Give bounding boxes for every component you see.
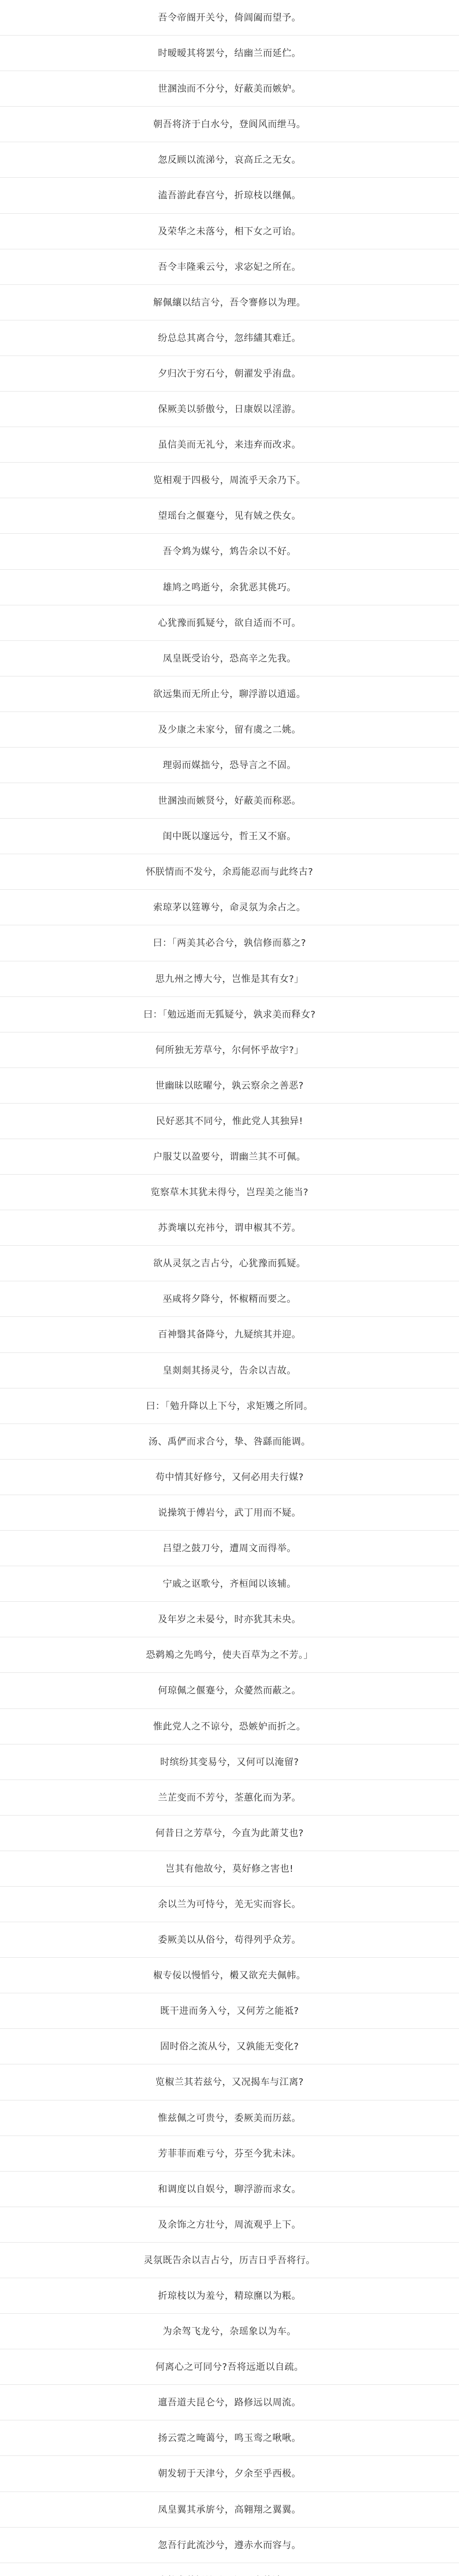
poem-line: 户服艾以盈要兮，谓幽兰其不可佩。	[0, 1139, 459, 1175]
poem-line: 保厥美以骄傲兮，日康娱以淫游。	[0, 392, 459, 427]
poem-line: 和调度以自娱兮，聊浮游而求女。	[0, 2172, 459, 2207]
poem-line: 览察草木其犹未得兮，岂珵美之能当?	[0, 1175, 459, 1210]
poem-line: 虽信美而无礼兮，来违弃而改求。	[0, 427, 459, 463]
poem-line: 朝发轫于天津兮，夕余至乎西极。	[0, 2456, 459, 2492]
poem-line: 凤皇既受诒兮，恐高辛之先我。	[0, 641, 459, 676]
poem-line: 宁戚之讴歌兮，齐桓闻以该辅。	[0, 1566, 459, 1602]
poem-line: 世幽昧以昡曜兮，孰云察余之善恶?	[0, 1068, 459, 1104]
poem-line: 固时俗之流从兮，又孰能无变化?	[0, 2029, 459, 2064]
poem-line: 何所独无芳草兮，尔何怀乎故宇?」	[0, 1032, 459, 1068]
poem-line: 朝吾将济于白水兮，登阆风而绁马。	[0, 107, 459, 142]
poem-line: 欲远集而无所止兮，聊浮游以逍遥。	[0, 676, 459, 712]
poem-line: 何离心之可同兮?吾将远逝以自疏。	[0, 2349, 459, 2385]
poem-line: 曰：「两美其必合兮，孰信修而慕之?	[0, 925, 459, 961]
poem-line: 怀朕情而不发兮，余焉能忍而与此终古?	[0, 854, 459, 890]
poem-line: 巫咸将夕降兮，怀椒糈而要之。	[0, 1281, 459, 1317]
poem-line: 为余驾飞龙兮，杂瑶象以为车。	[0, 2314, 459, 2349]
poem-line: 世溷浊而嫉贤兮，好蔽美而称恶。	[0, 783, 459, 819]
poem-line: 兰芷变而不芳兮，荃蕙化而为茅。	[0, 1780, 459, 1816]
poem-line: 皇剡剡其扬灵兮，告余以吉故。	[0, 1353, 459, 1388]
poem-line: 心犹豫而狐疑兮，欲自适而不可。	[0, 605, 459, 641]
poem-line: 曰：「勉升降以上下兮，求矩矱之所同。	[0, 1388, 459, 1424]
poem-line: 说操筑于傅岩兮，武丁用而不疑。	[0, 1495, 459, 1531]
poem-line: 溘吾游此春宫兮，折琼枝以继佩。	[0, 178, 459, 213]
poem-line: 欲从灵氛之吉占兮，心犹豫而狐疑。	[0, 1246, 459, 1281]
poem-line: 折琼枝以为羞兮，精琼爢以为粻。	[0, 2278, 459, 2314]
poem-line: 恐鹈鴂之先鸣兮，使夫百草为之不芳。」	[0, 1637, 459, 1673]
poem-line: 时缤纷其变易兮，又何可以淹留?	[0, 1744, 459, 1780]
poem-line: 岂其有他故兮，莫好修之害也!	[0, 1851, 459, 1887]
poem-line: 及少康之未家兮，留有虞之二姚。	[0, 712, 459, 748]
poem-line: 吕望之鼓刀兮，遭周文而得举。	[0, 1531, 459, 1566]
poem-line: 世溷浊而不分兮，好蔽美而嫉妒。	[0, 71, 459, 107]
poem-line: 望瑶台之偃蹇兮，见有娀之佚女。	[0, 498, 459, 534]
poem-line: 览椒兰其若兹兮，又况揭车与江离?	[0, 2064, 459, 2100]
poem-line: 雄鸠之鸣逝兮，余犹恶其佻巧。	[0, 570, 459, 605]
poem-line: 惟兹佩之可贵兮，委厥美而历兹。	[0, 2100, 459, 2136]
poem-line: 吾令帝阍开关兮，倚阊阖而望予。	[0, 0, 459, 36]
poem-line: 理弱而媒拙兮，恐导言之不固。	[0, 748, 459, 783]
poem-line: 既干进而务入兮，又何芳之能祗?	[0, 1993, 459, 2029]
poem-line: 忽吾行此流沙兮，遵赤水而容与。	[0, 2528, 459, 2563]
poem-line: 芳菲菲而难亏兮，芬至今犹未沬。	[0, 2136, 459, 2172]
poem-line: 邅吾道夫昆仑兮，路修远以周流。	[0, 2385, 459, 2420]
poem-line: 扬云霓之晻蔼兮，鸣玉鸾之啾啾。	[0, 2420, 459, 2456]
poem-line: 民好恶其不同兮，惟此党人其独异!	[0, 1104, 459, 1139]
poem-line: 余以兰为可恃兮，羌无实而容长。	[0, 1887, 459, 1922]
poem-line: 忽反顾以流涕兮，哀高丘之无女。	[0, 142, 459, 178]
poem-line: 凤皇翼其承旂兮，高翱翔之翼翼。	[0, 2492, 459, 2528]
poem-line: 思九州之博大兮，岂惟是其有女?」	[0, 961, 459, 997]
poem-line: 索琼茅以筳篿兮，命灵氛为余占之。	[0, 890, 459, 925]
poem-line: 及荣华之未落兮，相下女之可诒。	[0, 214, 459, 249]
poem-line: 何琼佩之偃蹇兮，众薆然而蔽之。	[0, 1673, 459, 1708]
poem-line: 灵氛既告余以吉占兮，历吉日乎吾将行。	[0, 2243, 459, 2278]
poem-line: 解佩纕以结言兮，吾令謇修以为理。	[0, 285, 459, 320]
poem-line: 百神翳其备降兮，九疑缤其并迎。	[0, 1317, 459, 1352]
poem-line: 览相观于四极兮，周流乎天余乃下。	[0, 463, 459, 498]
poem-line: 苏粪壤以充祎兮，谓申椒其不芳。	[0, 1210, 459, 1246]
poem-line: 惟此党人之不谅兮，恐嫉妒而折之。	[0, 1709, 459, 1744]
poem-line: 委厥美以从俗兮，苟得列乎众芳。	[0, 1922, 459, 1958]
poem-line: 纷总总其离合兮，忽纬繣其难迁。	[0, 320, 459, 356]
poem-line: 及余饰之方壮兮，周流观乎上下。	[0, 2207, 459, 2243]
poem-line: 何昔日之芳草兮，今直为此萧艾也?	[0, 1816, 459, 1851]
poem-line: 及年岁之未晏兮，时亦犹其未央。	[0, 1602, 459, 1637]
poem-line: 吾令鸩为媒兮，鸩告余以不好。	[0, 534, 459, 569]
poem-line: 时暧暧其将罢兮，结幽兰而延伫。	[0, 36, 459, 71]
poem-line: 闺中既以邃远兮，哲王又不寤。	[0, 819, 459, 854]
poem-line: 椒专佞以慢慆兮，樧又欲充夫佩帏。	[0, 1958, 459, 1993]
poem-line	[0, 2563, 459, 2576]
poem-line: 苟中情其好修兮，又何必用夫行媒?	[0, 1460, 459, 1495]
poem-line: 汤、禹俨而求合兮，挚、咎繇而能调。	[0, 1424, 459, 1460]
poem-line: 吾令丰隆乘云兮，求宓妃之所在。	[0, 249, 459, 285]
poem-line: 曰：「勉远逝而无狐疑兮，孰求美而释女?	[0, 997, 459, 1032]
poem-line: 夕归次于穷石兮，朝濯发乎洧盘。	[0, 356, 459, 392]
